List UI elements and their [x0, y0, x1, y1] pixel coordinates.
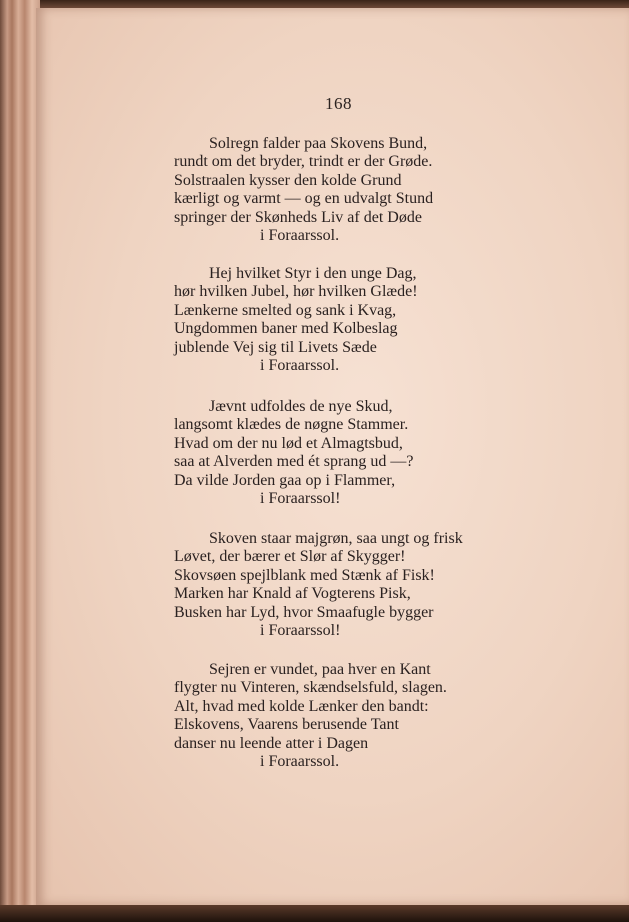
poem-line: Solstraalen kysser den kolde Grund: [174, 171, 402, 189]
poem-line: langsomt klædes de nøgne Stammer.: [174, 416, 409, 434]
poem-line: Busken har Lyd, hvor Smaafugle bygger: [174, 603, 434, 621]
stanza-2: [174, 265, 418, 375]
poem-line: hør hvilken Jubel, hør hvilken Glæde!: [174, 283, 418, 301]
poem-refrain: i Foraarssol.: [260, 226, 340, 244]
poem-line: Hvad om der nu lød et Almagtsbud,: [174, 434, 403, 452]
poem-refrain: i Foraarssol.: [260, 356, 340, 374]
stanza-3: [174, 398, 413, 508]
poem-line: Solregn falder paa Skovens Bund,: [209, 135, 428, 152]
poem-line: springer der Skønheds Liv af det Døde: [174, 208, 422, 226]
poem-line: Marken har Knald af Vogterens Pisk,: [174, 585, 411, 603]
poem-line: Da vilde Jorden gaa op i Flammer,: [174, 471, 396, 489]
poem-line: Lænkerne smelted og sank i Kvag,: [174, 301, 397, 319]
page-number: 168: [325, 94, 352, 113]
stanza-4: [174, 530, 463, 640]
poem-line: danser nu leende atter i Dagen: [174, 734, 369, 752]
poem-refrain: i Foraarssol!: [260, 489, 341, 507]
poem-line: Jævnt udfoldes de nye Skud,: [209, 398, 393, 415]
poem-line: Hej hvilket Styr i den unge Dag,: [209, 265, 417, 282]
book-cover-bottom: [0, 905, 629, 922]
stanza-5: [174, 661, 447, 771]
poem-line: Sejren er vundet, paa hver en Kant: [209, 661, 431, 678]
poem-line: Alt, hvad med kolde Lænker den bandt:: [174, 697, 429, 715]
poem-line: Skoven staar majgrøn, saa ungt og frisk: [209, 530, 463, 547]
poem-refrain: i Foraarssol!: [260, 621, 341, 639]
stanza-1: [174, 135, 433, 245]
poem-line: Elskovens, Vaarens berusende Tant: [174, 716, 399, 734]
poem-line: flygter nu Vinteren, skændselsfuld, slagen.: [174, 679, 447, 697]
book-page-edges: [0, 0, 40, 922]
poem-line: Løvet, der bærer et Slør af Skygger!: [174, 548, 406, 566]
poem-line: Ungdommen baner med Kolbeslag: [174, 320, 398, 338]
poem-line: saa at Alverden med ét sprang ud —?: [174, 453, 414, 471]
poem-line: kærligt og varmt — og en udvalgt Stund: [174, 190, 434, 208]
poem-refrain: i Foraarssol.: [260, 752, 340, 770]
poem-line: Skovsøen spejlblank med Stænk af Fisk!: [174, 566, 435, 584]
poem-line: jublende Vej sig til Livets Sæde: [174, 338, 377, 356]
poem-line: rundt om det bryder, trindt er der Grøde.: [174, 153, 433, 171]
